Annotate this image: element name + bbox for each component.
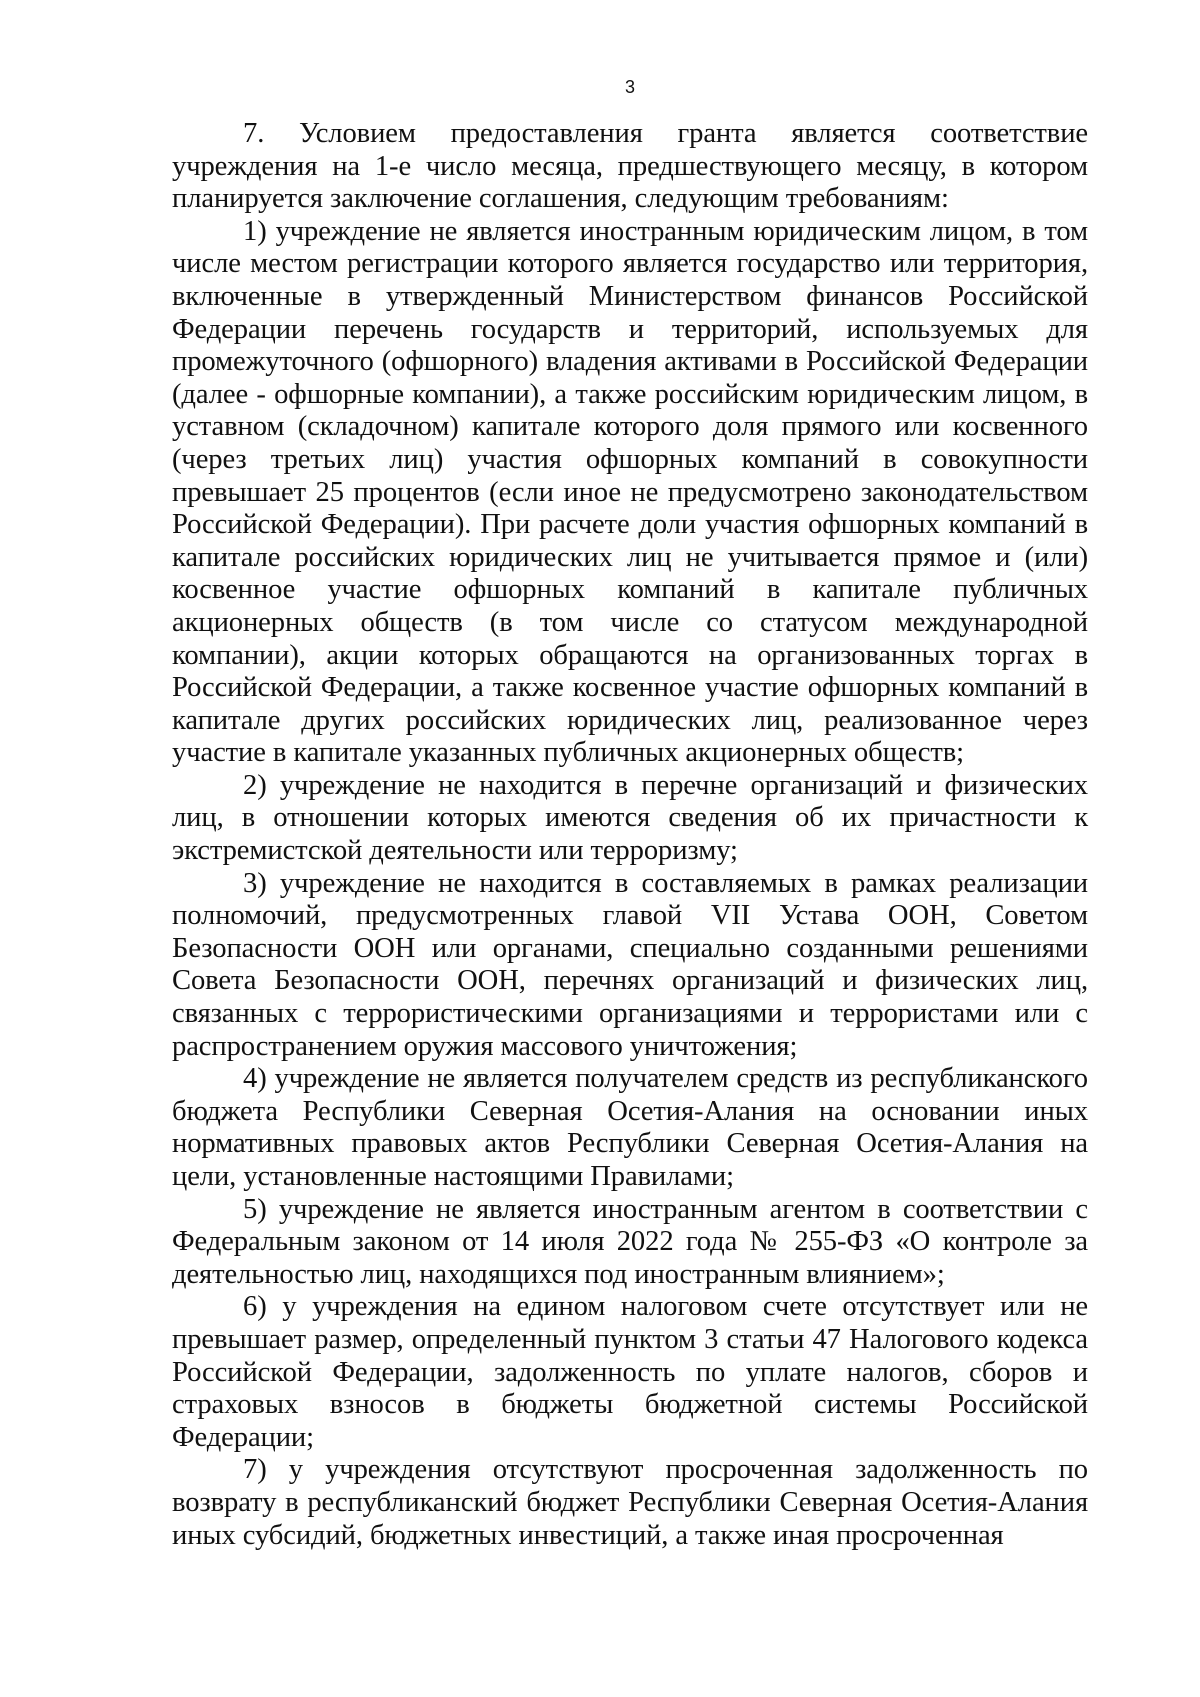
paragraph-requirement-4: 4) учреждение не является получателем средств из республиканского бюджета Республики Северная Осетия-Алания на основании иных нормативных правовых актов Республики Северная Осетия-Алания на цели, установленные настоящими Правилами; — [172, 1063, 1088, 1192]
paragraph-requirement-5: 5) учреждение не является иностранным агентом в соответствии с Федеральным законом от 14 июля 2022 года № 255-ФЗ «О контроле за деятельностью лиц, находящихся под иностранным влиянием»; — [172, 1193, 1088, 1290]
document-body — [172, 118, 1088, 1552]
paragraph-requirement-2: 2) учреждение не находится в перечне организаций и физических лиц, в отношении которых имеются сведения об их причастности к экстремистской деятельности или терроризму; — [172, 769, 1088, 867]
paragraph-clause-7: 7. Условием предоставления гранта является соответствие учреждения на 1-е число месяца, предшествующего месяцу, в котором планируется заключение соглашения, следующим требованиям: — [172, 118, 1088, 215]
page-number: 3 — [624, 77, 635, 97]
paragraph-requirement-6: 6) у учреждения на едином налоговом счете отсутствует или не превышает размер, определенный пунктом 3 статьи 47 Налогового кодекса Российской Федерации, задолженность по уплате налогов, сборов и страховых взносов в бюджеты бюджетной системы Российской Федерации; — [172, 1291, 1088, 1453]
document-page — [172, 0, 1088, 1697]
paragraph-requirement-7: 7) у учреждения отсутствуют просроченная задолженность по возврату в республиканский бюджет Республики Северная Осетия-Алания иных субсидий, бюджетных инвестиций, а также иная просроченная — [172, 1454, 1088, 1551]
paragraph-requirement-3: 3) учреждение не находится в составляемых в рамках реализации полномочий, предусмотренных главой VII Устава ООН, Советом Безопасности ООН или органами, специально созданными решениями Совета Безопасности ООН, перечнях организаций и физических лиц, связанных с террористическими организациями и террористами или с распространением оружия массового уничтожения; — [172, 867, 1088, 1062]
paragraph-requirement-1: 1) учреждение не является иностранным юридическим лицом, в том числе местом регистрации которого является государство или территория, включенные в утвержденный Министерством финансов Российской Федерации перечень государств и территорий, используемых для промежуточного (офшорного) владения активами в Российской Федерации (далее - офшорные компании), а также российским юридическим лицом, в уставном (складочном) капитале которого доля прямого или косвенного (через третьих лиц) участия офшорных компаний в совокупности превышает 25 процентов (если иное не предусмотрено законодательством Российской Федерации). При расчете доли участия офшорных компаний в капитале российских юридических лиц не учитывается прямое и (или) косвенное участие офшорных компаний в капитале публичных акционерных обществ (в том числе со статусом международной компании), акции которых обращаются на организованных торгах в Российской Федерации, а также косвенное участие офшорных компаний в капитале других российских юридических лиц, реализованное через участие в капитале указанных публичных акционерных обществ; — [172, 215, 1088, 769]
